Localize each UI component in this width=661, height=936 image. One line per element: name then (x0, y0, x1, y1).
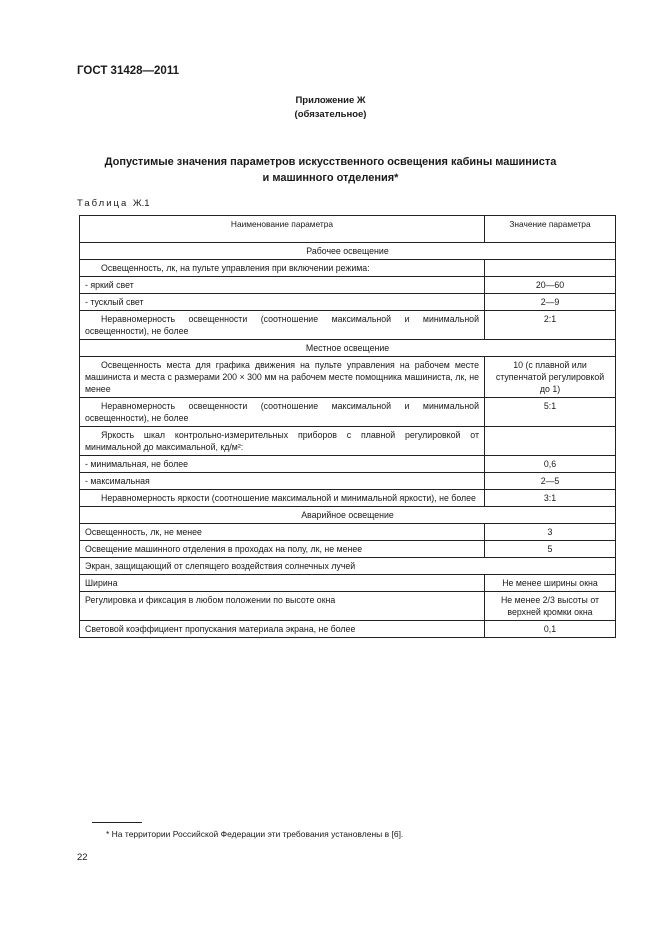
header-name: Наименование параметра (80, 216, 485, 243)
table-row (80, 277, 616, 294)
table-row (80, 357, 616, 398)
section-work-lighting: Рабочее освещение (80, 243, 616, 260)
section-row (80, 340, 616, 357)
param-value: 10 (с плавной или ступенчатой регулировкой до 1) (485, 357, 616, 398)
section-row (80, 507, 616, 524)
table-label-number: Ж.1 (132, 198, 150, 209)
table-row (80, 311, 616, 340)
param-name: Ширина (80, 575, 485, 592)
table-row (80, 473, 616, 490)
param-name: Освещенность, лк, на пульте управления при включении режима: (80, 260, 485, 277)
parameters-table (79, 215, 616, 638)
annex-title: Приложение Ж (295, 95, 366, 106)
footnote: * На территории Российской Федерации эти требования установлены в [6]. (106, 829, 404, 839)
param-value: 0,6 (485, 456, 616, 473)
param-value: 3 (485, 524, 616, 541)
param-name: - максимальная (80, 473, 485, 490)
param-name: Освещенность, лк, не менее (80, 524, 485, 541)
param-name: Световой коэффициент пропускания материала экрана, не более (80, 621, 485, 638)
param-value: 20—60 (485, 277, 616, 294)
param-value: 2—9 (485, 294, 616, 311)
table-label (77, 198, 150, 209)
header-value: Значение параметра (485, 216, 616, 243)
param-name: Яркость шкал контрольно-измерительных приборов с плавной регулировкой от минимальной до максимальной, кд/м²: (80, 427, 485, 456)
param-value: Не менее 2/3 высоты от верхней кромки окна (485, 592, 616, 621)
table-row (80, 592, 616, 621)
table-label-prefix: Таблица (77, 198, 129, 209)
table-row (80, 490, 616, 507)
page-number: 22 (77, 852, 88, 863)
table-row (80, 541, 616, 558)
table-row (80, 575, 616, 592)
param-value: 2—5 (485, 473, 616, 490)
param-value (485, 427, 616, 456)
param-value: 5:1 (485, 398, 616, 427)
param-name: Неравномерность яркости (соотношение максимальной и минимальной яркости), не более (80, 490, 485, 507)
section-row (80, 243, 616, 260)
param-value: Не менее ширины окна (485, 575, 616, 592)
table-row (80, 294, 616, 311)
table-row (80, 524, 616, 541)
screen-row: Экран, защищающий от слепящего воздействия солнечных лучей (80, 558, 616, 575)
section-emergency-lighting: Аварийное освещение (80, 507, 616, 524)
param-name: Неравномерность освещенности (соотношение максимальной и минимальной освещенности), не более (80, 311, 485, 340)
param-name: - минимальная, не более (80, 456, 485, 473)
param-value: 2:1 (485, 311, 616, 340)
table-row (80, 621, 616, 638)
param-value: 3:1 (485, 490, 616, 507)
table-row (80, 398, 616, 427)
param-name: Освещенность места для графика движения на пульте управления на рабочем месте машиниста и места с размерами 200 × 300 мм на рабочем месте помощника машиниста, лк, не менее (80, 357, 485, 398)
param-name: Неравномерность освещенности (соотношение максимальной и минимальной освещенности), не более (80, 398, 485, 427)
table-row (80, 558, 616, 575)
table-row (80, 456, 616, 473)
main-title-line-1: Допустимые значения параметров искусственного освещения кабины машиниста (104, 156, 557, 168)
section-local-lighting: Местное освещение (80, 340, 616, 357)
main-title-line-2: и машинного отделения* (262, 172, 399, 184)
table-row (80, 260, 616, 277)
table-row (80, 427, 616, 456)
param-value (485, 260, 616, 277)
annex-subtitle: (обязательное) (294, 109, 367, 120)
param-name: - тусклый свет (80, 294, 485, 311)
param-value: 5 (485, 541, 616, 558)
footnote-divider (92, 822, 142, 823)
table-header-row (80, 216, 616, 243)
param-value: 0,1 (485, 621, 616, 638)
param-name: Освещение машинного отделения в проходах на полу, лк, не менее (80, 541, 485, 558)
param-name: - яркий свет (80, 277, 485, 294)
document-code: ГОСТ 31428—2011 (77, 65, 179, 77)
param-name: Регулировка и фиксация в любом положении по высоте окна (80, 592, 485, 621)
